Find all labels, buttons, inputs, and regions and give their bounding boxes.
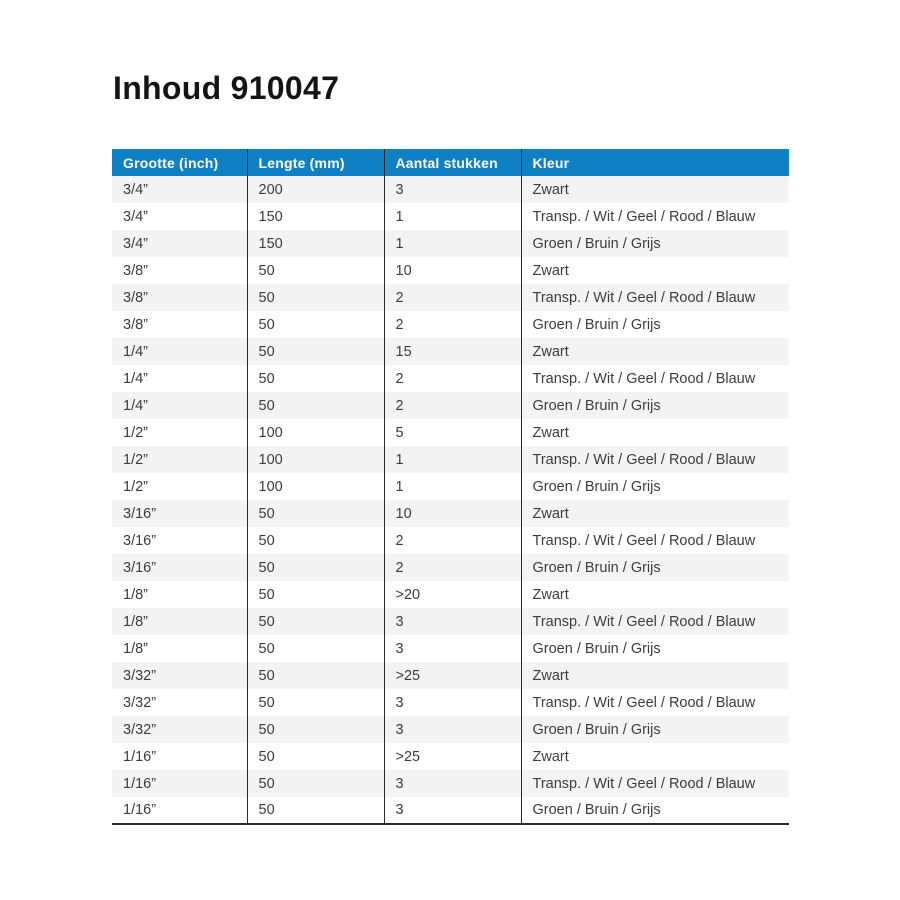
table-row bbox=[112, 770, 789, 797]
cell-kleur: Groen / Bruin / Grijs bbox=[532, 559, 661, 576]
cell-kleur: Groen / Bruin / Grijs bbox=[532, 802, 661, 818]
cell-aantal-stukken: 2 bbox=[384, 554, 521, 581]
cell-kleur: Groen / Bruin / Grijs bbox=[532, 640, 661, 657]
cell-grootte: 1/16” bbox=[112, 770, 247, 797]
table-row bbox=[112, 284, 789, 311]
table-row bbox=[112, 554, 789, 581]
cell-lengte: 50 bbox=[247, 635, 384, 662]
table-row bbox=[112, 365, 789, 392]
cell-lengte: 50 bbox=[247, 689, 384, 716]
cell-aantal-stukken: 3 bbox=[384, 176, 521, 203]
cell-aantal-stukken: >25 bbox=[384, 662, 521, 689]
cell-lengte: 50 bbox=[247, 500, 384, 527]
cell-kleur: Zwart bbox=[532, 424, 569, 441]
cell-lengte: 50 bbox=[247, 581, 384, 608]
cell-lengte: 50 bbox=[247, 662, 384, 689]
cell-lengte: 50 bbox=[247, 257, 384, 284]
cell-kleur: Transp. / Wit / Geel / Rood / Blauw bbox=[532, 775, 756, 792]
cell-lengte: 50 bbox=[247, 608, 384, 635]
cell-aantal-stukken: 2 bbox=[384, 527, 521, 554]
table-row bbox=[112, 230, 789, 257]
table-row bbox=[112, 635, 789, 662]
cell-aantal-stukken: 10 bbox=[384, 500, 521, 527]
cell-grootte: 3/32” bbox=[112, 716, 247, 743]
table-row bbox=[112, 203, 789, 230]
cell-grootte: 1/16” bbox=[112, 743, 247, 770]
cell-grootte: 1/8” bbox=[112, 608, 247, 635]
cell-grootte: 3/16” bbox=[112, 554, 247, 581]
column-header-lengte: Lengte (mm) bbox=[247, 149, 384, 176]
cell-kleur: Zwart bbox=[532, 586, 569, 603]
cell-grootte: 1/2” bbox=[112, 473, 247, 500]
cell-kleur: Zwart bbox=[532, 667, 569, 684]
cell-lengte: 100 bbox=[247, 419, 384, 446]
table-row bbox=[112, 689, 789, 716]
cell-lengte: 100 bbox=[247, 446, 384, 473]
cell-lengte: 50 bbox=[247, 797, 384, 824]
cell-grootte: 3/4” bbox=[112, 203, 247, 230]
table-row bbox=[112, 473, 789, 500]
table-row bbox=[112, 176, 789, 203]
cell-kleur: Zwart bbox=[532, 505, 569, 522]
cell-grootte: 1/8” bbox=[112, 581, 247, 608]
cell-lengte: 50 bbox=[247, 527, 384, 554]
cell-kleur: Groen / Bruin / Grijs bbox=[532, 316, 661, 333]
table-row bbox=[112, 743, 789, 770]
cell-aantal-stukken: 5 bbox=[384, 419, 521, 446]
cell-lengte: 100 bbox=[247, 473, 384, 500]
cell-lengte: 200 bbox=[247, 176, 384, 203]
cell-aantal-stukken: 3 bbox=[384, 797, 521, 824]
cell-kleur: Groen / Bruin / Grijs bbox=[532, 478, 661, 495]
cell-grootte: 3/8” bbox=[112, 311, 247, 338]
cell-grootte: 3/16” bbox=[112, 500, 247, 527]
column-header-grootte: Grootte (inch) bbox=[112, 149, 247, 176]
column-header-aantal-stukken: Aantal stukken bbox=[384, 149, 521, 176]
cell-kleur: Zwart bbox=[532, 262, 569, 279]
table-row bbox=[112, 662, 789, 689]
cell-lengte: 50 bbox=[247, 338, 384, 365]
page-title: Inhoud 910047 bbox=[113, 70, 340, 106]
cell-kleur: Transp. / Wit / Geel / Rood / Blauw bbox=[532, 208, 756, 225]
cell-aantal-stukken: 2 bbox=[384, 311, 521, 338]
cell-aantal-stukken: 1 bbox=[384, 446, 521, 473]
cell-grootte: 3/4” bbox=[112, 230, 247, 257]
cell-grootte: 3/4” bbox=[112, 176, 247, 203]
cell-lengte: 50 bbox=[247, 716, 384, 743]
table-row bbox=[112, 257, 789, 284]
cell-aantal-stukken: 1 bbox=[384, 473, 521, 500]
cell-grootte: 1/8” bbox=[112, 635, 247, 662]
cell-kleur: Transp. / Wit / Geel / Rood / Blauw bbox=[532, 532, 756, 549]
table-row bbox=[112, 338, 789, 365]
cell-kleur: Zwart bbox=[532, 343, 569, 360]
cell-kleur: Transp. / Wit / Geel / Rood / Blauw bbox=[532, 289, 756, 306]
column-header-kleur: Kleur bbox=[521, 149, 789, 176]
cell-aantal-stukken: 1 bbox=[384, 230, 521, 257]
cell-lengte: 50 bbox=[247, 365, 384, 392]
cell-aantal-stukken: >20 bbox=[384, 581, 521, 608]
cell-kleur: Transp. / Wit / Geel / Rood / Blauw bbox=[532, 694, 756, 711]
cell-aantal-stukken: 2 bbox=[384, 365, 521, 392]
cell-lengte: 50 bbox=[247, 311, 384, 338]
cell-kleur: Groen / Bruin / Grijs bbox=[532, 721, 661, 738]
cell-aantal-stukken: 15 bbox=[384, 338, 521, 365]
cell-aantal-stukken: 10 bbox=[384, 257, 521, 284]
contents-table bbox=[112, 149, 789, 825]
cell-grootte: 3/32” bbox=[112, 689, 247, 716]
cell-aantal-stukken: 3 bbox=[384, 716, 521, 743]
cell-grootte: 1/2” bbox=[112, 419, 247, 446]
cell-aantal-stukken: 2 bbox=[384, 284, 521, 311]
table-header bbox=[112, 149, 789, 176]
cell-aantal-stukken: 3 bbox=[384, 635, 521, 662]
cell-kleur: Zwart bbox=[532, 181, 569, 198]
cell-grootte: 1/2” bbox=[112, 446, 247, 473]
cell-aantal-stukken: >25 bbox=[384, 743, 521, 770]
cell-grootte: 1/4” bbox=[112, 365, 247, 392]
cell-kleur: Groen / Bruin / Grijs bbox=[532, 235, 661, 252]
cell-kleur: Zwart bbox=[532, 748, 569, 765]
cell-grootte: 3/8” bbox=[112, 257, 247, 284]
cell-grootte: 3/8” bbox=[112, 284, 247, 311]
table-row bbox=[112, 716, 789, 743]
cell-aantal-stukken: 2 bbox=[384, 392, 521, 419]
table-row bbox=[112, 311, 789, 338]
table-row bbox=[112, 527, 789, 554]
table-row bbox=[112, 446, 789, 473]
cell-lengte: 150 bbox=[247, 203, 384, 230]
cell-lengte: 50 bbox=[247, 284, 384, 311]
cell-lengte: 150 bbox=[247, 230, 384, 257]
table-body bbox=[112, 176, 789, 824]
cell-aantal-stukken: 3 bbox=[384, 608, 521, 635]
cell-grootte: 3/32” bbox=[112, 662, 247, 689]
table-row bbox=[112, 581, 789, 608]
cell-lengte: 50 bbox=[247, 743, 384, 770]
cell-kleur: Groen / Bruin / Grijs bbox=[532, 397, 661, 414]
table-row bbox=[112, 797, 789, 824]
table-row bbox=[112, 392, 789, 419]
cell-lengte: 50 bbox=[247, 554, 384, 581]
table-row bbox=[112, 419, 789, 446]
cell-aantal-stukken: 3 bbox=[384, 770, 521, 797]
cell-kleur: Transp. / Wit / Geel / Rood / Blauw bbox=[532, 451, 756, 468]
cell-grootte: 1/4” bbox=[112, 338, 247, 365]
table-row bbox=[112, 500, 789, 527]
cell-aantal-stukken: 1 bbox=[384, 203, 521, 230]
cell-aantal-stukken: 3 bbox=[384, 689, 521, 716]
cell-kleur: Transp. / Wit / Geel / Rood / Blauw bbox=[532, 613, 756, 630]
cell-lengte: 50 bbox=[247, 392, 384, 419]
header-row bbox=[112, 149, 789, 176]
table-row bbox=[112, 608, 789, 635]
cell-grootte: 3/16” bbox=[112, 527, 247, 554]
cell-lengte: 50 bbox=[247, 770, 384, 797]
cell-grootte: 1/4” bbox=[112, 392, 247, 419]
cell-grootte: 1/16” bbox=[112, 797, 247, 824]
cell-kleur: Transp. / Wit / Geel / Rood / Blauw bbox=[532, 370, 756, 387]
